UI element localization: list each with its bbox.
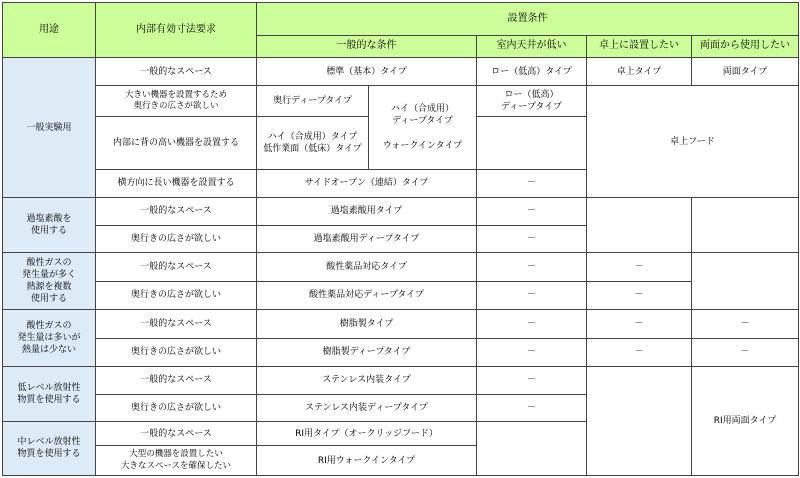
empty-cell <box>477 421 587 475</box>
header-conditions: 設置条件 <box>257 3 799 36</box>
requirement-cell: 横方向に長い機器を設置する <box>96 169 257 197</box>
requirement-cell: 大きい機器を設置するため 奥行きの広さが欲しい <box>96 86 257 117</box>
type-cell: RI用ウォークインタイプ <box>257 446 477 476</box>
type-cell: RI用両面タイプ <box>692 367 799 476</box>
header-double-sided: 両面から使用したい <box>692 35 799 57</box>
dash-cell: － <box>477 169 587 197</box>
type-cell: RI用タイプ（オークリッジフード） <box>257 421 477 445</box>
fume-hood-selection-table <box>2 2 799 476</box>
type-cell: ロー（低高）タイプ <box>477 57 587 85</box>
category-perchloric: 過塩素酸を 使用する <box>3 198 96 253</box>
dash-cell: － <box>477 338 587 366</box>
empty-cell <box>477 116 587 169</box>
dash-cell: － <box>587 281 692 309</box>
dash-cell: － <box>587 338 692 366</box>
requirement-cell: 一般的なスペース <box>96 367 257 394</box>
requirement-cell: 奥行きの広さが欲しい <box>96 225 257 252</box>
requirement-cell: 一般的なスペース <box>96 198 257 225</box>
header-usage: 用途 <box>3 3 96 58</box>
requirement-cell: 奥行きの広さが欲しい <box>96 338 257 366</box>
type-cell: ロー（低高） ディープタイプ <box>477 86 587 117</box>
dash-cell: － <box>692 310 799 338</box>
dash-cell: － <box>692 338 799 366</box>
category-low-level-radio: 低レベル放射性 物質を使用する <box>3 367 96 422</box>
dash-cell: － <box>477 367 587 394</box>
header-tabletop: 卓上に設置したい <box>587 35 692 57</box>
dash-cell: － <box>477 225 587 252</box>
header-general: 一般的な条件 <box>257 35 477 57</box>
header-requirement: 内部有効寸法要求 <box>96 3 257 58</box>
empty-cell <box>692 198 799 253</box>
type-cell: 標準（基本）タイプ <box>257 57 477 85</box>
type-cell: サイドオープン（連結）タイプ <box>257 169 477 197</box>
type-cell: 卓上タイプ <box>587 57 692 85</box>
type-cell: 酸性薬品対応ディープタイプ <box>257 281 477 309</box>
type-cell: ステンレス内装タイプ <box>257 367 477 394</box>
type-cell: 両面タイプ <box>692 57 799 85</box>
header-low-ceiling: 室内天井が低い <box>477 35 587 57</box>
type-cell: 過塩素酸用ディープタイプ <box>257 225 477 252</box>
dash-cell: － <box>477 198 587 225</box>
requirement-cell: 大型の機器を設置したい 大きなスペースを確保したい <box>96 446 257 476</box>
requirement-cell: 一般的なスペース <box>96 421 257 445</box>
requirement-cell: 一般的なスペース <box>96 310 257 338</box>
requirement-cell: 一般的なスペース <box>96 57 257 85</box>
category-acid-gas-many: 酸性ガスの 発生量が多く 熱源を複数 使用する <box>3 253 96 310</box>
empty-cell <box>587 367 692 476</box>
category-mid-level-radio: 中レベル放射性 物質を使用する <box>3 421 96 475</box>
type-cell: ステンレス内装ディープタイプ <box>257 394 477 421</box>
empty-cell <box>692 253 799 310</box>
type-cell: 卓上フード <box>587 86 799 198</box>
dash-cell: － <box>477 310 587 338</box>
type-cell: 奥行ディープタイプ <box>257 86 369 117</box>
category-acid-gas-low-heat: 酸性ガスの 発生量は多いが 熱量は少ない <box>3 310 96 367</box>
dash-cell: － <box>587 310 692 338</box>
requirement-cell: 一般的なスペース <box>96 253 257 281</box>
requirement-cell: 奥行きの広さが欲しい <box>96 281 257 309</box>
empty-cell <box>587 198 692 253</box>
type-cell: ハイ（合成用） ディープタイプ ウォークインタイプ <box>369 86 477 169</box>
dash-cell: － <box>477 253 587 281</box>
type-cell: 樹脂製ディープタイプ <box>257 338 477 366</box>
type-cell: 酸性薬品対応タイプ <box>257 253 477 281</box>
dash-cell: － <box>477 281 587 309</box>
type-cell: 樹脂製タイプ <box>257 310 477 338</box>
dash-cell: － <box>587 253 692 281</box>
requirement-cell: 内部に背の高い機器を設置する <box>96 116 257 169</box>
category-general-lab: 一般実験用 <box>3 57 96 197</box>
dash-cell: － <box>477 394 587 421</box>
type-cell: 過塩素酸用タイプ <box>257 198 477 225</box>
type-cell: ハイ（合成用）タイプ 低作業面（低床）タイプ <box>257 116 369 169</box>
requirement-cell: 奥行きの広さが欲しい <box>96 394 257 421</box>
